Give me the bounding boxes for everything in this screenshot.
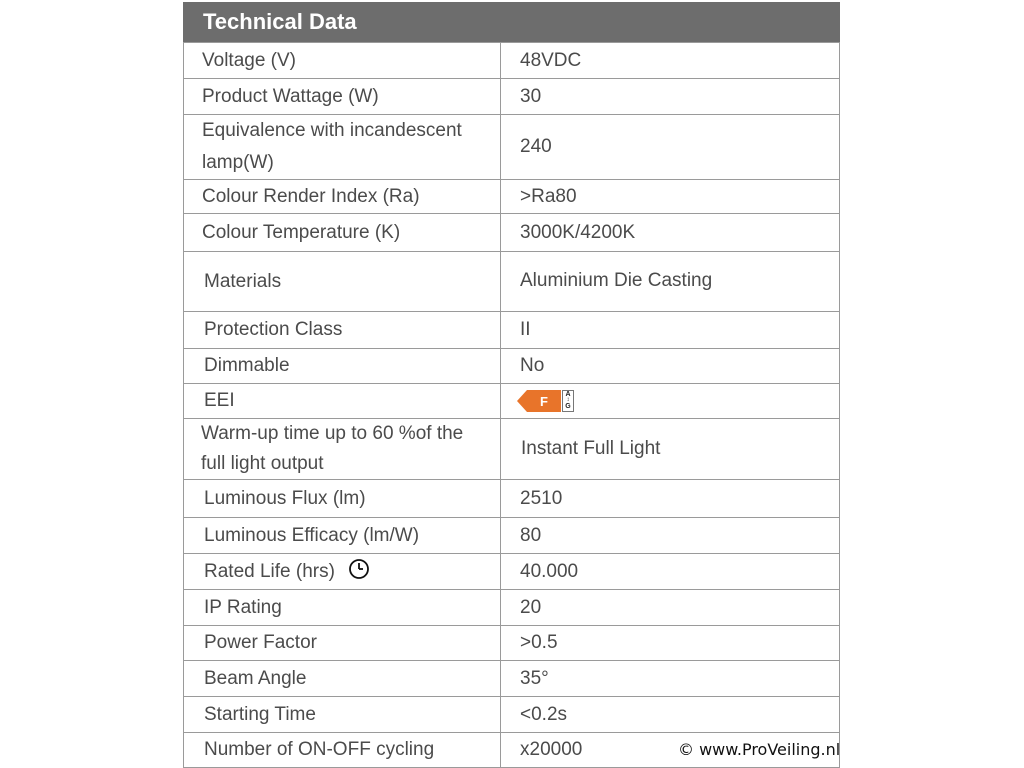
row-value: x20000 — [501, 733, 840, 768]
row-value: >0.5 — [501, 626, 840, 661]
energy-label — [517, 386, 574, 416]
row-label: Colour Render Index (Ra) — [184, 180, 501, 214]
row-label: Power Factor — [184, 626, 501, 661]
table-row — [184, 312, 840, 349]
row-label: Number of ON-OFF cycling — [184, 733, 501, 768]
table-row — [184, 697, 840, 733]
technical-data-sheet — [183, 2, 840, 768]
table-row — [184, 590, 840, 626]
row-value: 30 — [501, 79, 840, 115]
row-label: Product Wattage (W) — [184, 79, 501, 115]
row-label: IP Rating — [184, 590, 501, 626]
row-value: No — [501, 349, 840, 384]
row-value: 80 — [501, 518, 840, 554]
energy-class-arrow-icon — [517, 390, 561, 412]
energy-scale-icon: A ↕ G — [562, 390, 574, 412]
row-value: 48VDC — [501, 43, 840, 79]
row-label: Colour Temperature (K) — [184, 214, 501, 252]
row-label: Rated Life (hrs) — [204, 560, 335, 582]
row-label: Equivalence with incandescent lamp(W) — [184, 115, 501, 180]
row-value: 20 — [501, 590, 840, 626]
table-row — [184, 349, 840, 384]
spec-table — [183, 42, 840, 768]
row-value: Aluminium Die Casting — [501, 252, 840, 312]
row-label: Warm-up time up to 60 %of the full light output — [184, 419, 501, 480]
table-row — [184, 43, 840, 79]
scale-top: A — [565, 391, 571, 399]
row-value: Instant Full Light — [501, 419, 840, 480]
row-value: 240 — [501, 115, 840, 180]
row-label: Voltage (V) — [184, 43, 501, 79]
row-label: Starting Time — [184, 697, 501, 733]
table-row — [184, 180, 840, 214]
table-row — [184, 518, 840, 554]
row-label: Protection Class — [184, 312, 501, 349]
watermark: © www.ProVeiling.nl — [678, 740, 841, 759]
table-row — [184, 480, 840, 518]
row-label: Luminous Efficacy (lm/W) — [184, 518, 501, 554]
table-row — [184, 79, 840, 115]
row-value: II — [501, 312, 840, 349]
row-label: Luminous Flux (lm) — [184, 480, 501, 518]
row-value: <0.2s — [501, 697, 840, 733]
table-row — [184, 115, 840, 180]
table-row — [184, 384, 840, 419]
table-row — [184, 419, 840, 480]
energy-class-letter: F — [540, 393, 548, 409]
row-value: 40.000 — [501, 554, 840, 590]
table-row — [184, 554, 840, 590]
row-value: 3000K/4200K — [501, 214, 840, 252]
row-label: Materials — [184, 252, 501, 312]
table-row — [184, 661, 840, 697]
table-row — [184, 214, 840, 252]
row-value-eei — [501, 384, 840, 419]
table-row — [184, 626, 840, 661]
scale-bottom: G — [565, 403, 571, 411]
row-value: >Ra80 — [501, 180, 840, 214]
row-label: EEI — [184, 384, 501, 419]
row-label: Beam Angle — [184, 661, 501, 697]
row-label: Dimmable — [184, 349, 501, 384]
row-label-rated-life — [184, 554, 501, 590]
row-value: 35° — [501, 661, 840, 697]
table-row — [184, 252, 840, 312]
row-value: 2510 — [501, 480, 840, 518]
sheet-title: Technical Data — [183, 2, 840, 42]
clock-icon — [348, 558, 370, 580]
